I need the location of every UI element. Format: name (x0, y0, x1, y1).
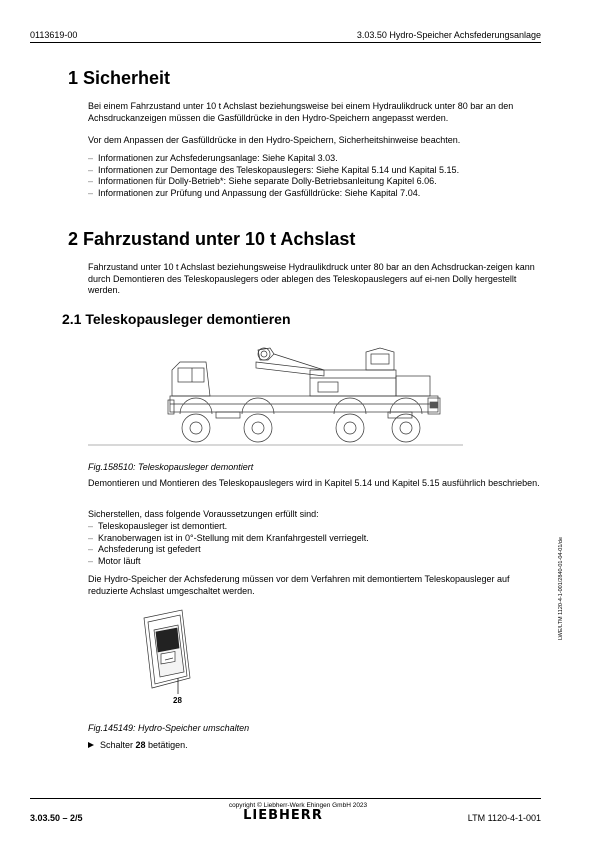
figure-1-caption: Fig.158510: Teleskopausleger demontiert (88, 462, 254, 472)
crane-illustration (88, 340, 464, 452)
section-2-1-paragraph-2: Sicherstellen, dass folgende Voraussetzungen erfüllt sind: (88, 509, 319, 519)
section-2-heading: 2 Fahrzustand unter 10 t Achslast (68, 229, 356, 249)
section-2-1-paragraph-1: Demontieren und Montieren des Teleskopauslegers wird in Kapitel 5.14 und Kapitel 5.15 ausführlich beschrieben. (88, 478, 540, 488)
footer-copyright: copyright © Liebherr-Werk Ehingen GmbH 2023 (228, 802, 368, 809)
list-item: – Kranoberwagen ist in 0°-Stellung mit dem Kranfahrgestell verriegelt. (88, 533, 540, 545)
preconditions-list (88, 521, 540, 567)
list-item: – Informationen für Dolly-Betrieb*: Siehe separate Dolly-Betriebsanleitung Kapitel 6.06. (88, 176, 540, 188)
action-step: Schalter 28 betätigen. (88, 740, 188, 750)
section-1-paragraph-2: Vor dem Anpassen der Gasfülldrücke in den Hydro-Speichern, Sicherheitshinweise beachten. (88, 135, 461, 145)
switch-number: 28 (135, 740, 146, 750)
footer-rule (30, 798, 541, 799)
footer-model: LTM 1120-4-1-001 (467, 813, 541, 823)
header-doc-number: 0113619-00 (30, 30, 78, 40)
section-2-1-heading: 2.1 Teleskopausleger demontieren (62, 311, 291, 327)
list-item: – Informationen zur Demontage des Teleskopauslegers: Siehe Kapital 5.14 und Kapital 5.15. (88, 165, 540, 177)
section-1-heading: 1 Sicherheit (68, 68, 171, 88)
header-section-title: 3.03.50 Hydro-Speicher Achsfederungsanlage (356, 30, 541, 40)
switch-illustration (138, 608, 218, 704)
step-arrow-icon (88, 742, 94, 748)
section-2-1-paragraph-3: Die Hydro-Speicher der Achsfederung müssen vor dem Verfahren mit demontiertem Teleskopausleger auf reduzierte Achslast umgeschaltet werden. (88, 574, 510, 596)
side-document-code: LWE/LTM 1120-4-1-001/2840-01-04-01/de (558, 536, 564, 640)
list-item: – Motor läuft (88, 556, 540, 568)
figure-2-caption: Fig.145149: Hydro-Speicher umschalten (88, 723, 250, 733)
section-2-paragraph: Fahrzustand unter 10 t Achslast beziehungsweise Hydraulikdruck unter 80 bar an den Achsdruckan-zeigen kann durch Demontieren des Teleskopauslegers oder ablegen des Teleskopauslegers auf ei-nen Dolly hergestellt werden. (88, 262, 535, 296)
section-1-info-list (88, 153, 540, 199)
figure-2-callout-label: 28 (173, 696, 182, 704)
list-item: – Teleskopausleger ist demontiert. (88, 521, 540, 533)
list-item: – Achsfederung ist gefedert (88, 544, 540, 556)
footer-page-number: 3.03.50 – 2/5 (30, 813, 83, 823)
section-1-paragraph-1: Bei einem Fahrzustand unter 10 t Achslast beziehungsweise bei einem Hydraulikdruck unter 80 bar an den Achsdruckanzeigen müssen die Gasfülldrücke in den Hydro-Speichern angepasst werden. (88, 101, 514, 123)
list-item: – Informationen zur Prüfung und Anpassung der Gasfülldrücke: Siehe Kapital 7.04. (88, 188, 540, 200)
list-item: – Informationen zur Achsfederungsanlage: Siehe Kapital 3.03. (88, 153, 540, 165)
header-rule (30, 42, 541, 43)
liebherr-logo: LIEBHERR (243, 808, 323, 823)
